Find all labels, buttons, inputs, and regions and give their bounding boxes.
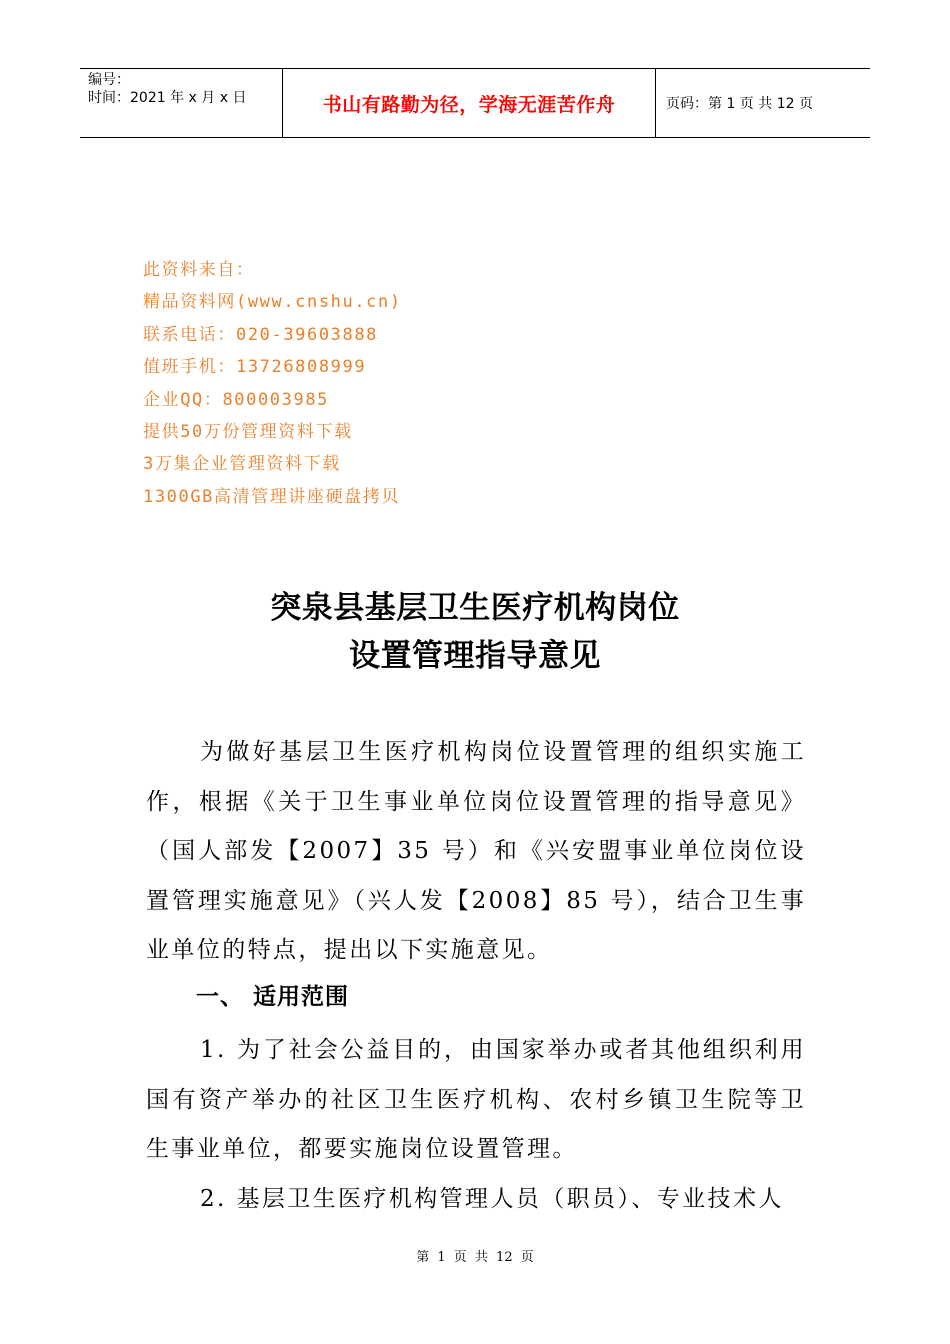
list-item-1: 1. 为了社会公益目的，由国家举办或者其他组织利用国有资产举办的社区卫生医疗机构、农村乡镇卫生院等卫生事业单位，都要实施岗位设置管理。: [146, 1037, 806, 1162]
source-line-offer-3: 1300GB高清管理讲座硬盘拷贝: [143, 486, 401, 507]
source-line-offer-2: 3万集企业管理资料下载: [143, 454, 341, 475]
document-title-line-2: 设置管理指导意见: [349, 638, 601, 674]
source-line-phone: 联系电话：020-39603888: [143, 324, 379, 345]
page-footer: 第 1 页 共 12 页: [416, 1250, 534, 1265]
source-line-qq: 企业QQ：800003985: [143, 389, 329, 410]
section-heading-scope: 一、 适用范围: [196, 984, 350, 1010]
header-motto: 书山有路勤为径，学海无涯苦作舟: [322, 93, 616, 116]
document-number-label: 编号：: [88, 72, 130, 88]
list-item-2: 2. 基层卫生医疗机构管理人员（职员）、专业技术人: [200, 1186, 784, 1212]
header-meta-cell: [80, 69, 282, 137]
header-motto-cell: [282, 69, 656, 137]
document-title-line-1: 突泉县基层卫生医疗机构岗位: [270, 590, 680, 626]
source-line-offer-1: 提供50万份管理资料下载: [143, 422, 353, 443]
header-page-cell: [656, 69, 870, 137]
source-line-mobile: 值班手机：13726808999: [143, 357, 367, 378]
source-info-block: [143, 254, 402, 513]
document-date: 时间：2021 年 x 月 x 日: [88, 90, 247, 106]
header-page-info: 页码：第 1 页 共 12 页: [666, 96, 813, 112]
intro-paragraph: 为做好基层卫生医疗机构岗位设置管理的组织实施工作，根据《关于卫生事业单位岗位设置管理的指导意见》（国人部发【2007】35 号）和《兴安盟事业单位岗位设置管理实施意见》（兴人发【2008】85 号），结合卫生事业单位的特点，提出以下实施意见。: [146, 739, 806, 963]
source-line-website: 精品资料网(www.cnshu.cn): [143, 292, 402, 313]
source-line-origin: 此资料来自：: [143, 260, 255, 280]
document-header: [80, 68, 870, 138]
